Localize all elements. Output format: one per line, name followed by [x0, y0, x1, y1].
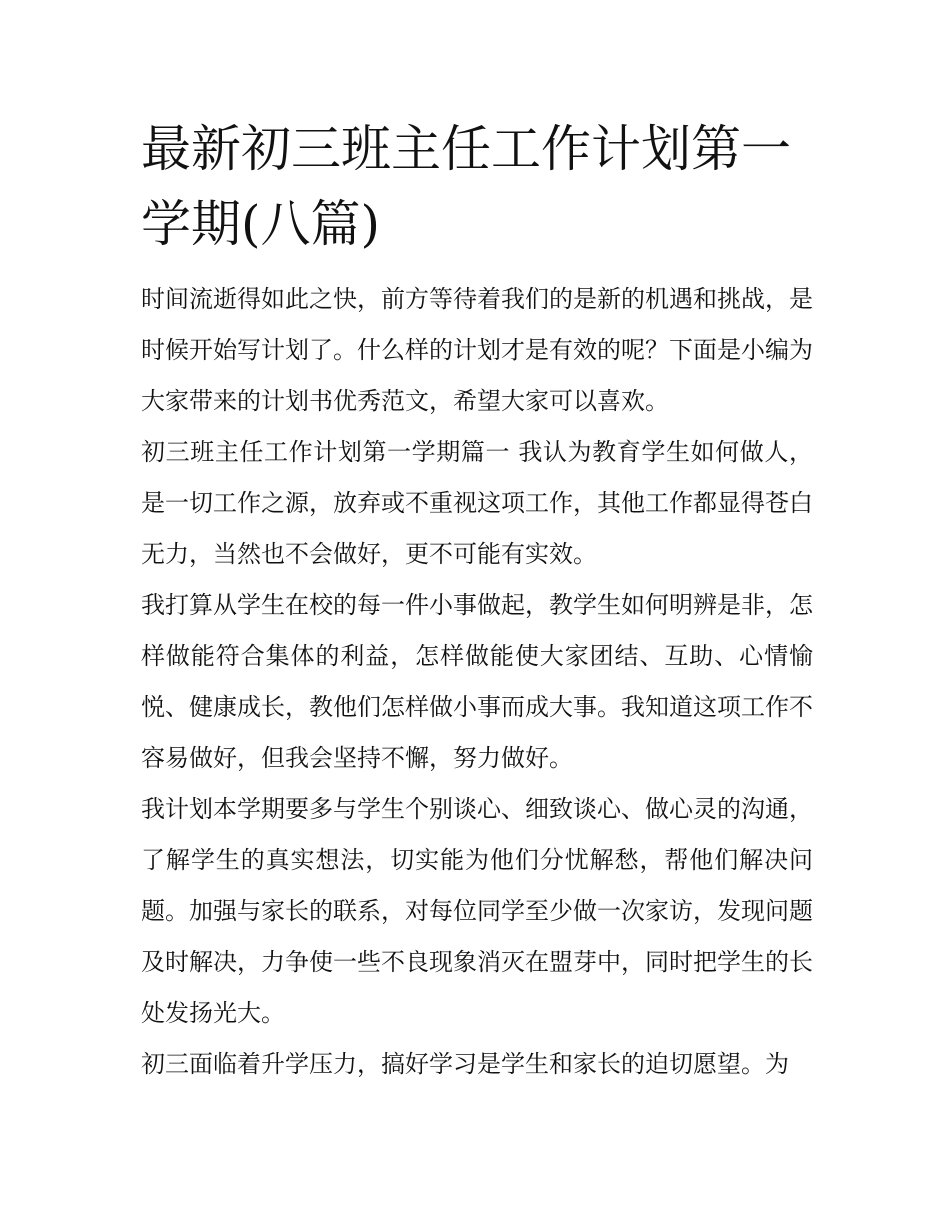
paragraph-exam-pressure: 初三面临着升学压力，搞好学习是学生和家长的迫切愿望。为	[141, 1050, 789, 1078]
document-body	[141, 112, 813, 1090]
paragraph-small-things: 我打算从学生在校的每一件小事做起，教学生如何明辨是非，怎样做能符合集体的利益，怎样做能使大家团结、互助、心情愉悦、健康成长，教他们怎样做小事而成大事。我知道这项工作不容易做好，但我会坚持不懈，努力做好。	[141, 591, 813, 772]
document-title: 最新初三班主任工作计划第一学期(八篇)	[141, 120, 791, 253]
paragraph-part-one: 初三班主任工作计划第一学期篇一 我认为教育学生如何做人，是一切工作之源，放弃或不重视这项工作，其他工作都显得苍白无力，当然也不会做好，更不可能有实效。	[141, 438, 813, 568]
paragraph-intro: 时间流逝得如此之快，前方等待着我们的是新的机遇和挑战，是时候开始写计划了。什么样的计划才是有效的呢？下面是小编为大家带来的计划书优秀范文，希望大家可以喜欢。	[141, 285, 813, 415]
paragraph-communication: 我计划本学期要多与学生个别谈心、细致谈心、做心灵的沟通，了解学生的真实想法，切实能为他们分忧解愁，帮他们解决问题。加强与家长的联系，对每位同学至少做一次家访，发现问题及时解决，力争使一些不良现象消灭在盟芽中，同时把学生的长处发扬光大。	[141, 795, 813, 1027]
